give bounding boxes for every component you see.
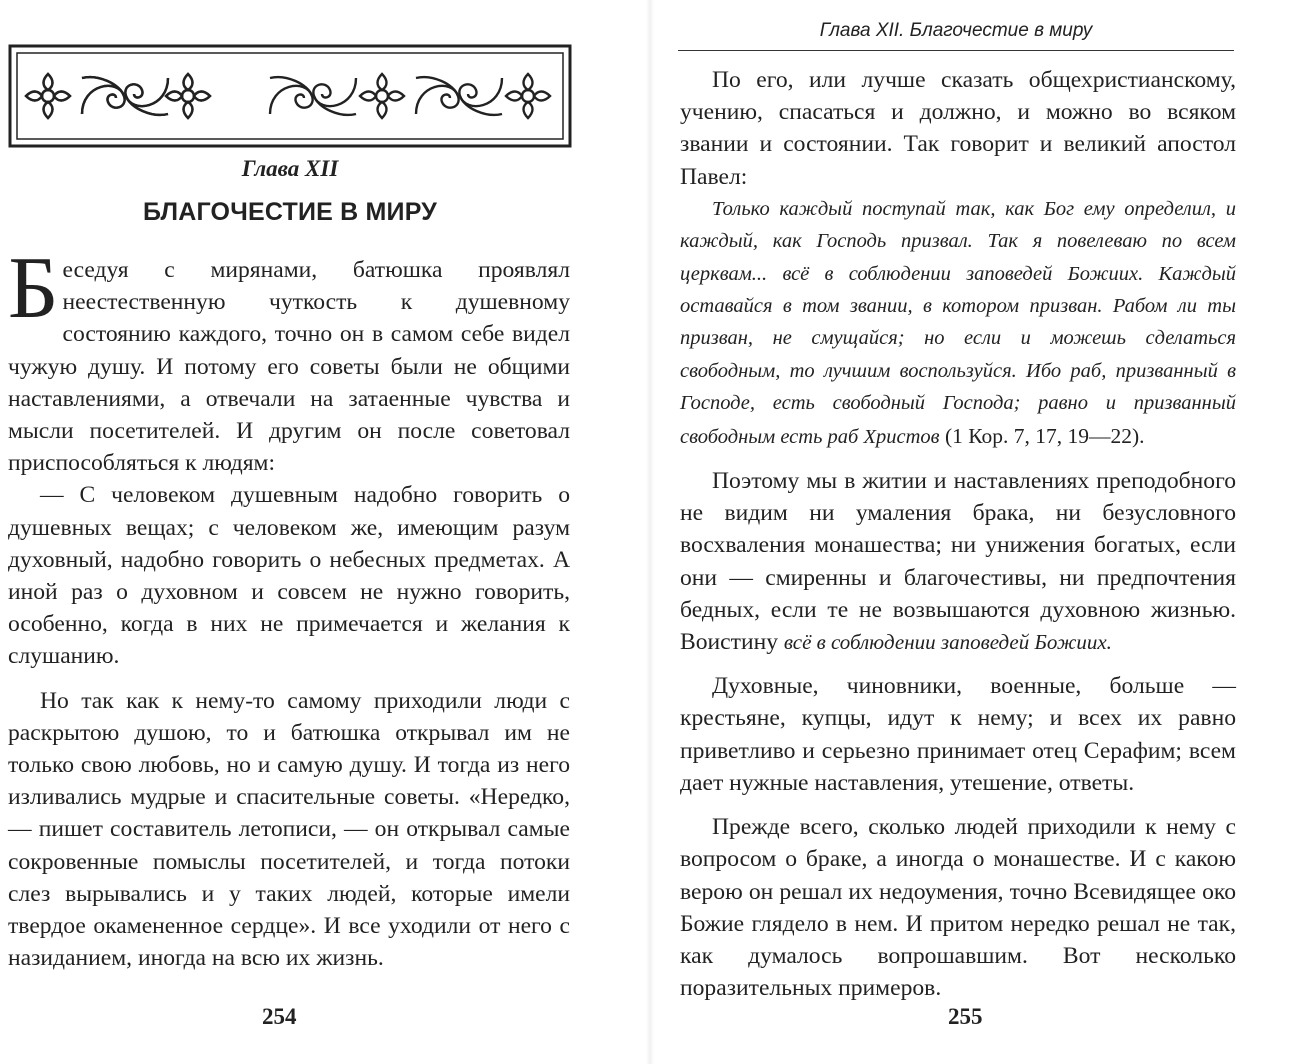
paragraph-3: Духовные, чиновники, военные, больше — крестьяне, купцы, идут к нему; и всех их равно приветливо и серьезно принимает отец Серафим; всем дает нужные наставления, утешение, ответы. bbox=[680, 673, 1236, 796]
drop-cap: Б bbox=[8, 240, 59, 337]
paragraph-1: По его, или лучше сказать общехристианскому, учению, спасаться и должно, и можно во всяком звании и состоянии. Так говорит и великий апостол Павел: bbox=[680, 67, 1236, 190]
right-body-text bbox=[680, 64, 1236, 1004]
paragraph-3: Но так как к нему-то самому приходили люди с раскрытою душою, то и батюшка открывал им не только свою любовь, но и самую душу. И тогда из него изливались мудрые и спасительные советы. «Нередко, — пишет составитель летописи, — он открывал самые сокровенные помыслы посетителей, и тогда потоки слез вырывались и у таких людей, которые имели твердое окамененное сердце». И все уходили от него с назиданием, иногда на всю их жизнь. bbox=[8, 687, 570, 972]
page-number-right: 255 bbox=[948, 1004, 983, 1029]
paragraph-2 bbox=[680, 465, 1236, 658]
quote-reference: (1 Кор. 7, 17, 19—22). bbox=[939, 423, 1145, 448]
paragraph-1 bbox=[8, 240, 570, 479]
header-rule bbox=[678, 50, 1234, 51]
paragraph-2-text: Поэтому мы в житии и наставлениях преподобного не видим ни умаления брака, ни безусловного восхваления монашества; ни унижения богатых, если они — смиренны и благочестивы, ни предпочтения бедных, если те не возвышаются духовною жизнью. Воистину bbox=[680, 468, 1236, 656]
scripture-quote bbox=[680, 193, 1236, 453]
paragraph-4: Прежде всего, сколько людей приходили к нему с вопросом о браке, а иногда о монашестве. И с какою верою он решал их недоумения, точно Всевидящее око Божие глядело в нем. И притом нередко решал не так, как думалось вопрошавшим. Вот несколько поразительных примеров. bbox=[680, 814, 1236, 1002]
right-page bbox=[650, 0, 1296, 1064]
cross-ornament bbox=[26, 74, 70, 118]
paragraph-2-emphasis: всё в соблюдении заповедей Божиих. bbox=[783, 630, 1112, 655]
chapter-label: Глава XII bbox=[241, 156, 339, 181]
paragraph-2: — С человеком душевным надобно говорить о душевных вещах; с человеком же, имеющим разум духовный, надобно говорить о небесных предметах. А иной раз о духовном и совсем не нужно говорить, особенно, когда в них не примечается и желания к слушанию. bbox=[8, 482, 570, 670]
paragraph-1-text: еседуя с мирянами, батюшка проявлял неестественную чуткость к душевному состоянию каждого, точно он в самом себе видел чужую душу. И потому его советы были не общими наставлениями, а отвечали на затаенные чувства и мысли посетителей. И другим он после советовал приспособляться к людям: bbox=[8, 257, 570, 477]
ornamental-headpiece bbox=[8, 44, 572, 148]
chapter-title: БЛАГОЧЕСТИЕ В МИРУ bbox=[142, 198, 438, 226]
running-head: Глава XII. Благочестие в миру bbox=[819, 20, 1093, 41]
page-number-left: 254 bbox=[262, 1004, 297, 1029]
quote-text: Только каждый поступай так, как Бог ему определил, и каждый, как Господь призвал. Так я повелеваю по всем церквам... всё в соблюдении заповедей Божиих. Каждый оставайся в том звании, в котором призван. Рабом ли ты призван, не смущайся; но если и можешь сделаться свободным, то лучшим воспользуйся. Ибо раб, призванный в Господе, есть свободный Господа; равно и призванный свободным есть раб Христов bbox=[680, 197, 1236, 448]
left-body-text bbox=[8, 240, 570, 974]
